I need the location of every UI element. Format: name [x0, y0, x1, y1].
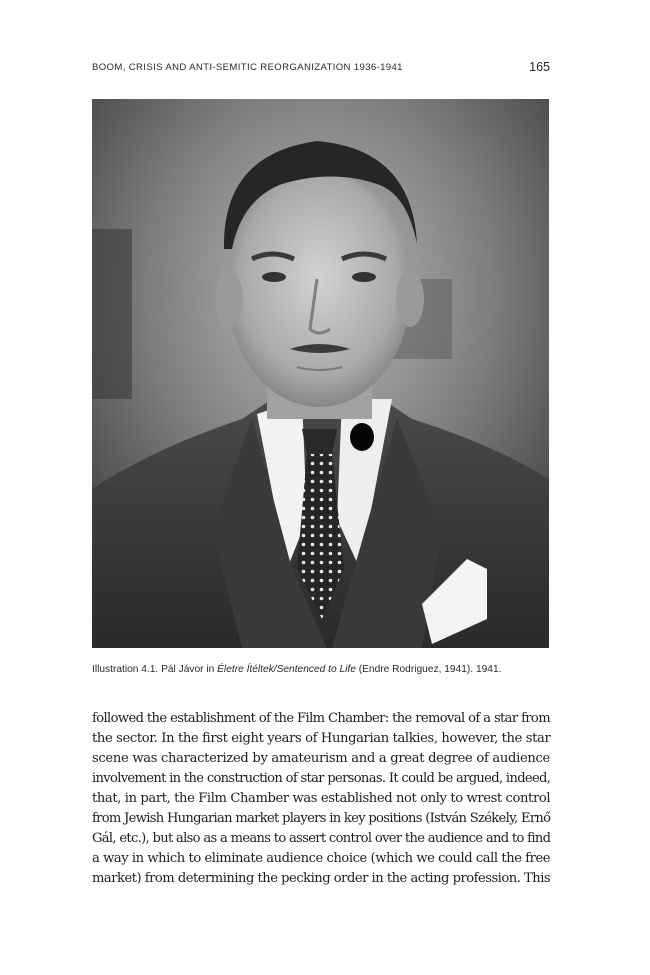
text-line: that, in part, the Film Chamber was established not only to wrest control	[92, 791, 551, 806]
text-line: followed the establishment of the Film Chamber: the removal of a star from	[92, 711, 550, 726]
text-line: a way in which to eliminate audience choice (which we could call the free	[92, 851, 551, 866]
figure-caption	[92, 664, 562, 675]
page-number: 165	[529, 60, 550, 74]
text-line: involvement in the construction of star personas. It could be argued, indeed,	[92, 771, 551, 786]
text-line: scene was characterized by amateurism and a great degree of audience	[92, 751, 550, 766]
caption-film-title: Életre Ítéltek/Sentenced to Life	[217, 664, 356, 675]
text-line: the sector. In the first eight years of Hungarian talkies, however, the star	[92, 731, 551, 746]
text-line: Gál, etc.), but also as a means to assert control over the audience and to find	[92, 831, 551, 846]
caption-suffix: (Endre Rodriguez, 1941). 1941.	[355, 664, 502, 675]
running-head: BOOM, CRISIS AND ANTI-SEMITIC REORGANIZATION 1936-1941	[92, 62, 403, 73]
body-paragraph	[92, 709, 550, 889]
caption-prefix: Illustration 4.1. Pál Jávor in	[92, 664, 218, 675]
text-line: market) from determining the pecking order in the acting profession. This	[92, 871, 551, 886]
portrait-photo	[92, 99, 549, 648]
text-line: from Jewish Hungarian market players in key positions (István Székely, Ernő	[92, 811, 551, 826]
